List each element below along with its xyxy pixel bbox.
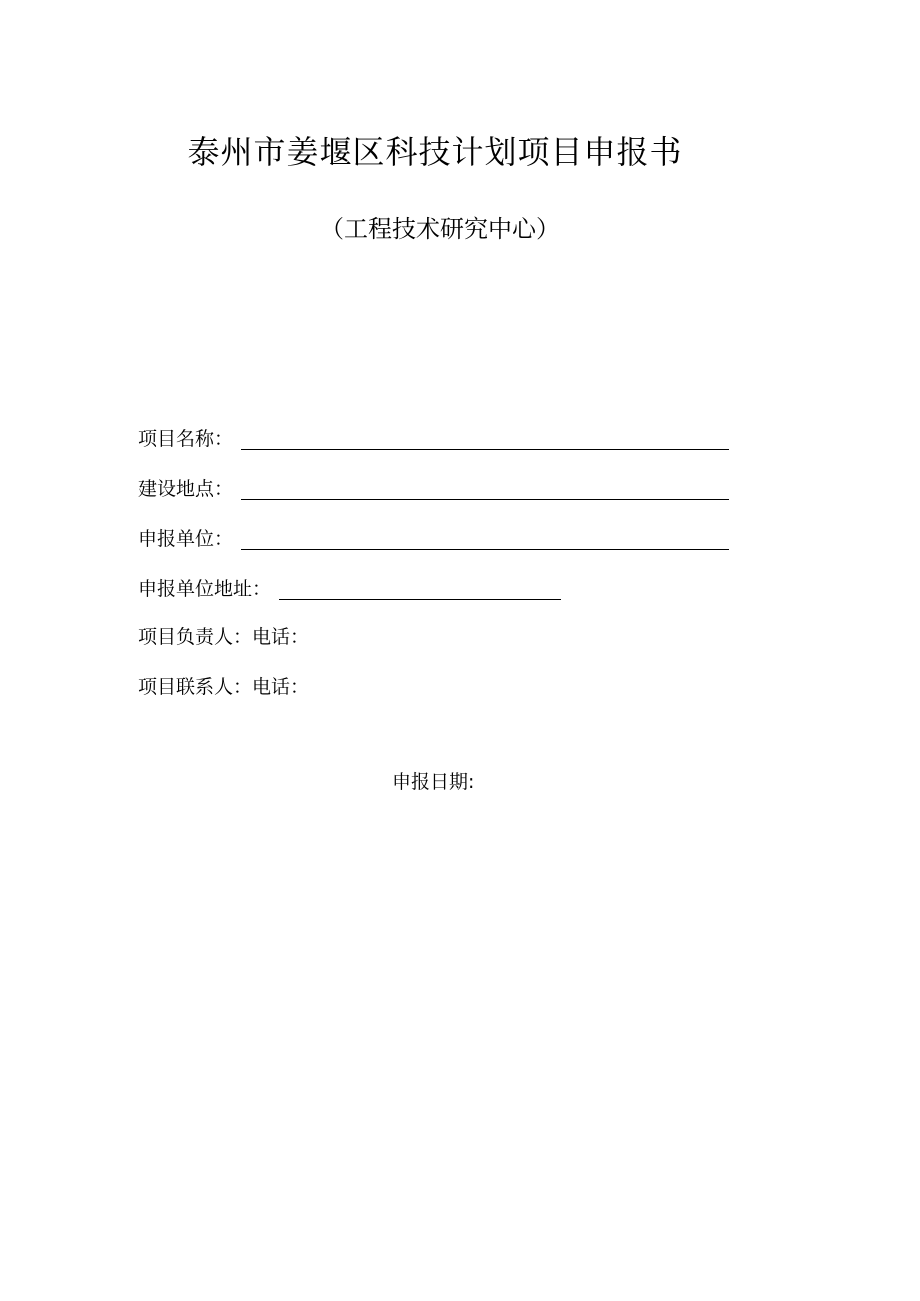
project-contact-label: 项目联系人：电话： bbox=[138, 676, 310, 698]
project-leader-label: 项目负责人：电话： bbox=[138, 626, 310, 648]
document-title: 泰州市姜堰区科技计划项目申报书 bbox=[187, 133, 683, 171]
project-name-label: 项目名称： bbox=[138, 428, 234, 450]
applicant-address-blank[interactable] bbox=[279, 577, 561, 600]
project-name-blank[interactable] bbox=[241, 427, 729, 450]
construction-site-blank[interactable] bbox=[241, 477, 729, 500]
applicant-unit-blank[interactable] bbox=[241, 527, 729, 550]
application-date-label: 申报日期: bbox=[392, 771, 475, 793]
document-subtitle: （工程技术研究中心） bbox=[320, 215, 560, 243]
construction-site-label: 建设地点： bbox=[138, 478, 234, 500]
applicant-unit-label: 申报单位： bbox=[138, 528, 234, 550]
applicant-unit-field bbox=[138, 522, 729, 552]
applicant-address-label: 申报单位地址： bbox=[138, 578, 272, 600]
project-contact-field bbox=[138, 670, 309, 700]
applicant-address-field bbox=[138, 572, 561, 602]
project-name-field bbox=[138, 422, 729, 452]
project-leader-field bbox=[138, 620, 309, 650]
construction-site-field bbox=[138, 472, 729, 502]
